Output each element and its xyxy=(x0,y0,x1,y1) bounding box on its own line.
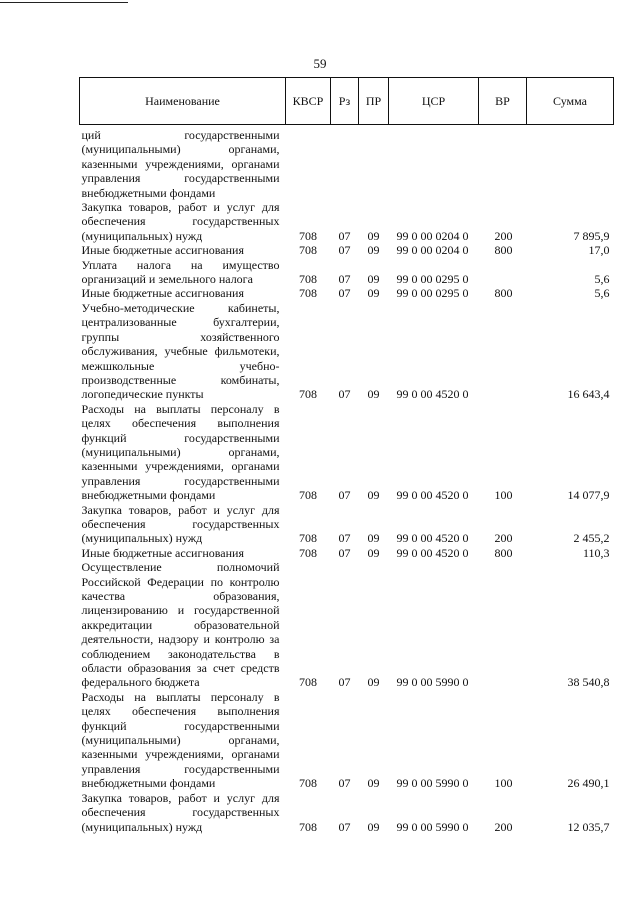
row-rz: 07 xyxy=(338,272,351,287)
row-name: Расходы на выплаты персоналу в целях обеспечения выполнения функций государственными (муниципальными) органами, казенными учреждениями, органами управления государственными внебюджетными фондами xyxy=(81,689,280,791)
row-csr: 99 0 00 0204 0 xyxy=(396,228,469,243)
row-vr: 200 xyxy=(494,531,513,546)
header-name: Наименование xyxy=(80,78,286,125)
table-row xyxy=(80,546,614,560)
row-kvsr: 708 xyxy=(299,488,317,503)
row-kvsr: 708 xyxy=(299,272,317,287)
row-pr: 09 xyxy=(367,243,380,258)
row-pr: 09 xyxy=(367,675,380,690)
table-row xyxy=(80,128,614,200)
row-name: ций государственными (муниципальными) органами, казенными учреждениями, органами управления государственными внебюджетными фондами xyxy=(81,128,280,200)
row-kvsr: 708 xyxy=(299,228,317,243)
row-pr: 09 xyxy=(367,819,380,834)
row-pr: 09 xyxy=(367,531,380,546)
row-name: Уплата налога на имущество организаций и земельного налога xyxy=(81,257,280,287)
header-kvsr: КВСР xyxy=(286,78,331,125)
row-pr: 09 xyxy=(367,545,380,560)
table-row xyxy=(80,301,614,402)
row-vr xyxy=(479,560,527,690)
row-name: Закупка товаров, работ и услуг для обеспечения государственных (муниципальных) нужд xyxy=(81,200,280,243)
table-row xyxy=(80,243,614,257)
row-kvsr: 708 xyxy=(299,387,317,402)
row-csr xyxy=(389,128,479,200)
row-csr: 99 0 00 4520 0 xyxy=(396,488,469,503)
row-name: Закупка товаров, работ и услуг для обеспечения государственных (муниципальных) нужд xyxy=(81,790,280,834)
row-pr: 09 xyxy=(367,776,380,791)
row-name: Учебно-методические кабинеты, централизованные бухгалтерии, группы хозяйственного обслуживания, учебные фильмотеки, межшкольные учебно-производственные комбинаты, логопедические пункты xyxy=(81,300,280,402)
row-sum: 110,3 xyxy=(582,545,610,560)
row-sum: 17,0 xyxy=(588,243,610,258)
row-sum: 14 077,9 xyxy=(567,488,610,503)
header-vr: ВР xyxy=(479,78,527,125)
row-name: Иные бюджетные ассигнования xyxy=(81,545,244,560)
row-sum: 16 643,4 xyxy=(567,387,610,402)
row-vr: 800 xyxy=(494,545,513,560)
row-pr xyxy=(359,128,389,200)
row-csr: 99 0 00 5990 0 xyxy=(396,776,469,791)
row-kvsr: 708 xyxy=(299,531,317,546)
row-kvsr: 708 xyxy=(299,545,317,560)
row-kvsr xyxy=(286,128,331,200)
row-rz: 07 xyxy=(338,675,351,690)
row-csr: 99 0 00 0204 0 xyxy=(396,243,469,258)
row-rz xyxy=(331,128,359,200)
row-vr: 800 xyxy=(494,243,513,258)
row-rz: 07 xyxy=(338,545,351,560)
row-sum: 5,6 xyxy=(594,272,610,287)
row-sum: 26 490,1 xyxy=(567,776,610,791)
row-vr: 200 xyxy=(494,228,513,243)
row-vr: 100 xyxy=(494,776,513,791)
row-sum: 2 455,2 xyxy=(573,531,610,546)
row-kvsr: 708 xyxy=(299,776,317,791)
table-header-row xyxy=(80,78,614,125)
row-name: Осуществление полномочий Российской Федерации по контролю качества образования, лицензированию и государственной аккредитации образовательной деятельности, надзору и контролю за соблюдением законодательства в области образования за счет средств федерального бюджета xyxy=(81,560,280,690)
row-vr xyxy=(479,258,527,287)
table-row xyxy=(80,503,614,546)
row-csr: 99 0 00 5990 0 xyxy=(396,675,469,690)
row-rz: 07 xyxy=(338,776,351,791)
header-pr: ПР xyxy=(359,78,389,125)
row-sum: 38 540,8 xyxy=(567,675,610,690)
row-pr: 09 xyxy=(367,488,380,503)
row-vr xyxy=(479,128,527,200)
row-rz: 07 xyxy=(338,228,351,243)
row-kvsr: 708 xyxy=(299,286,317,301)
page-number: 59 xyxy=(313,56,327,71)
table-row xyxy=(80,258,614,287)
row-vr xyxy=(479,301,527,402)
row-csr: 99 0 00 0295 0 xyxy=(396,272,469,287)
row-vr: 100 xyxy=(494,488,513,503)
row-vr: 200 xyxy=(494,819,513,834)
row-rz: 07 xyxy=(338,286,351,301)
row-csr: 99 0 00 0295 0 xyxy=(396,286,469,301)
row-sum: 7 895,9 xyxy=(573,228,610,243)
row-kvsr: 708 xyxy=(299,819,317,834)
row-csr: 99 0 00 4520 0 xyxy=(396,545,469,560)
row-sum: 12 035,7 xyxy=(567,819,610,834)
row-csr: 99 0 00 4520 0 xyxy=(396,387,469,402)
table-row xyxy=(80,402,614,503)
row-rz: 07 xyxy=(338,243,351,258)
row-vr: 800 xyxy=(494,286,513,301)
header-csr: ЦСР xyxy=(389,78,479,125)
header-rz: Рз xyxy=(331,78,359,125)
row-csr: 99 0 00 4520 0 xyxy=(396,531,469,546)
row-kvsr: 708 xyxy=(299,243,317,258)
row-sum xyxy=(527,128,614,200)
row-rz: 07 xyxy=(338,819,351,834)
table-row xyxy=(80,690,614,791)
row-name: Иные бюджетные ассигнования xyxy=(81,243,244,258)
row-rz: 07 xyxy=(338,531,351,546)
row-kvsr: 708 xyxy=(299,675,317,690)
row-sum: 5,6 xyxy=(594,286,610,301)
header-sum: Сумма xyxy=(527,78,614,125)
row-pr: 09 xyxy=(367,387,380,402)
table-row xyxy=(80,200,614,243)
table-row xyxy=(80,791,614,834)
table-row xyxy=(80,560,614,690)
row-pr: 09 xyxy=(367,272,380,287)
row-csr: 99 0 00 5990 0 xyxy=(396,819,469,834)
row-rz: 07 xyxy=(338,387,351,402)
row-name: Иные бюджетные ассигнования xyxy=(81,286,244,301)
row-pr: 09 xyxy=(367,228,380,243)
table-row xyxy=(80,286,614,300)
row-name: Закупка товаров, работ и услуг для обеспечения государственных (муниципальных) нужд xyxy=(81,502,280,546)
row-name: Расходы на выплаты персоналу в целях обеспечения выполнения функций государственными (муниципальными) органами, казенными учреждениями, органами управления государственными внебюджетными фондами xyxy=(81,401,280,503)
row-rz: 07 xyxy=(338,488,351,503)
budget-table xyxy=(79,77,614,834)
scan-edge-line xyxy=(0,2,128,3)
row-pr: 09 xyxy=(367,286,380,301)
